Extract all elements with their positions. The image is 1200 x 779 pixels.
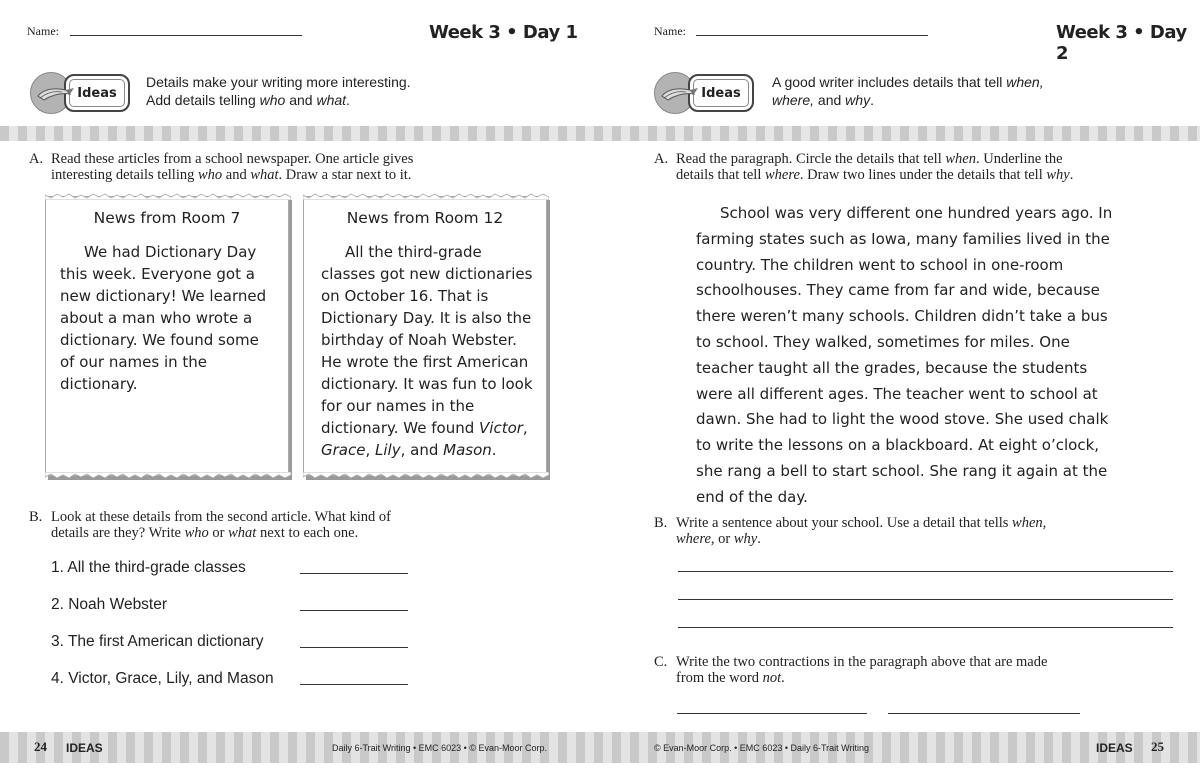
name-label: Name: — [27, 24, 59, 38]
tip-line-1: Details make your writing more interesting. — [146, 74, 411, 90]
section-c-instructions: C. Write the two contractions in the paragraph above that are made from the word not. — [654, 654, 1048, 686]
tip-line-2: Add details telling who and what. — [146, 92, 350, 108]
list-item: 3. The first American dictionary — [51, 633, 264, 650]
section-letter: A. — [654, 151, 669, 167]
article-body: All the third-grade classes got new dictionaries on October 16. That is Dictionary Day. It is also the birthday of Noah Webster. He wrote the first American dictionary. It was fun to look for our names in the dictionary. We found Victor, Grace, Lily, and Mason. — [321, 243, 533, 459]
answer-line[interactable] — [300, 647, 408, 648]
list-item: 2. Noah Webster — [51, 596, 168, 613]
article-title: News from Room 12 — [346, 209, 504, 227]
news-article-room-7[interactable] — [45, 196, 289, 476]
ideas-tip — [772, 73, 1044, 109]
page-number: 24 — [34, 739, 47, 754]
news-article-room-12[interactable] — [303, 196, 547, 476]
jagged-edge — [303, 192, 549, 200]
pencil-icon — [36, 82, 76, 102]
answer-line[interactable] — [300, 573, 408, 574]
pencil-icon — [660, 82, 700, 102]
ideas-tip — [146, 73, 411, 109]
ideas-badge — [654, 70, 762, 116]
reading-paragraph: School was very different one hundred years ago. In farming states such as Iowa, many families lived in the country. The children went to school in one-room schoolhouses. They came from far and wide, because there weren’t many schools. Children didn’t take a bus to school. They walked, sometimes for miles. One teacher taught all the grades, because the students were all different ages. The teacher went to school at dawn. She had to light the wood stove. She used chalk to write the lessons on a blackboard. At eight o’clock, she rang a bell to start school. She rang it again at the end of the day. — [696, 204, 1113, 506]
section-letter: C. — [654, 654, 668, 670]
section-letter: B. — [654, 515, 668, 531]
section-b-instructions: B. Write a sentence about your school. Use a detail that tells when, where, or why. — [654, 515, 1047, 547]
copyright-credit: Daily 6-Trait Writing • EMC 6023 • © Evan-Moor Corp. — [332, 743, 547, 753]
name-label: Name: — [654, 24, 686, 38]
section-name: IDEAS — [1096, 741, 1133, 755]
section-a-instructions: A. Read the paragraph. Circle the details that tell when. Underline the details that tell where. Draw two lines under the details that tell why. — [654, 151, 1074, 183]
article-title: News from Room 7 — [93, 209, 241, 227]
ideas-tag-label: Ideas — [701, 85, 741, 101]
answer-line[interactable] — [300, 684, 408, 685]
jagged-edge — [45, 472, 291, 480]
ideas-badge — [30, 70, 138, 116]
name-write-line[interactable] — [70, 35, 302, 36]
name-write-line[interactable] — [696, 35, 928, 36]
jagged-edge — [303, 472, 549, 480]
jagged-edge — [45, 192, 291, 200]
copyright-credit: © Evan-Moor Corp. • EMC 6023 • Daily 6-Trait Writing — [654, 743, 869, 753]
list-item: 1. All the third-grade classes — [51, 559, 246, 576]
section-b-instructions: B. Look at these details from the second article. What kind of details are they? Write who or what next to each one. — [29, 509, 391, 541]
article-body: We had Dictionary Day this week. Everyone got a new dictionary! We learned about a man who wrote a dictionary. We found some of our names in the dictionary. — [60, 243, 267, 393]
tip-line-2: where, and why. — [772, 92, 874, 108]
section-a-instructions: A. Read these articles from a school newspaper. One article gives interesting details telling who and what. Draw a star next to it. — [29, 151, 414, 183]
section-name: IDEAS — [66, 741, 103, 755]
list-item: 4. Victor, Grace, Lily, and Mason — [51, 670, 274, 687]
page-title: Week 3 • Day 2 — [1056, 22, 1187, 64]
page-title: Week 3 • Day 1 — [429, 22, 578, 43]
tip-line-1: A good writer includes details that tell when, — [772, 74, 1044, 90]
ideas-tag-label: Ideas — [77, 85, 117, 101]
section-letter: B. — [29, 509, 43, 525]
answer-line[interactable] — [300, 610, 408, 611]
page-number: 25 — [1151, 739, 1164, 754]
section-letter: A. — [29, 151, 44, 167]
